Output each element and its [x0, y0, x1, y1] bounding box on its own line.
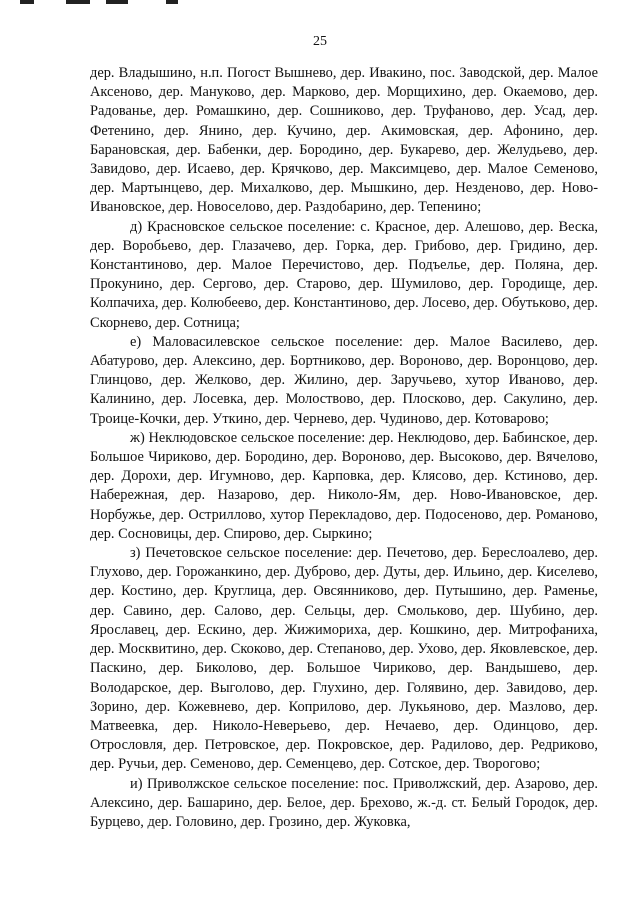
paragraph-continuation: дер. Владышино, н.п. Погост Вышнево, дер. Ивакино, пос. Заводской, дер. Малое Аксеново, дер. Мануково, дер. Марково, дер. Морщихино, дер. Окаемово, дер. Радованье, дер. Ромашкино, дер. Сошниково, дер. Труфаново, дер. Усад, дер. Фетенино, дер. Янино, дер. Кучино, дер. Акимовская, дер. Афонино, дер. Барановская, дер. Бабенки, дер. Бородино, дер. Букарево, дер. Желудьево, дер. Завидово, дер. Исаево, дер. Крячково, дер. Максимцево, дер. Малое Семеново, дер. Мартынцево, дер. Михалково, дер. Мышкино, дер. Незденово, дер. Ново-Ивановское, дер. Новоселово, дер. Раздобарино, дер. Тепенино;: [90, 65, 598, 216]
page-number: 25: [313, 34, 327, 49]
paragraph-malovasilevskoe: е) Маловасилевское сельское поселение: дер. Малое Василево, дер. Абатурово, дер. Алексино, дер. Бортниково, дер. Вороново, дер. Воронцово, дер. Глинцово, дер. Желково, дер. Жилино, дер. Заручьево, хутор Иваново, дер. Калинино, дер. Лосевка, дер. Молоствово, дер. Плосково, дер. Сакулино, дер. Троице-Кочки, дер. Уткино, дер. Чернево, дер. Чудиново, дер. Котоварово;: [90, 333, 598, 427]
paragraph-neklyudovskoe: ж) Неклюдовское сельское поселение: дер. Неклюдово, дер. Бабинское, дер. Большое Чириково, дер. Бородино, дер. Вороново, дер. Высоково, дер. Вячелово, дер. Дорохи, дер. Игумново, дер. Карповка, дер. Клясово, дер. Кстиново, дер. Набережная, дер. Назарово, дер. Николо-Ям, дер. Ново-Ивановское, дер. Норбужье, дер. Остриллово, хутор Перекладово, дер. Подосеново, дер. Романово, дер. Сосновицы, дер. Спирово, дер. Сыркино;: [90, 429, 598, 542]
scan-artifact-marks: [20, 0, 220, 6]
paragraph-krasnovskoe: д) Красновское сельское поселение: с. Красное, дер. Алешово, дер. Веска, дер. Воробьево, дер. Глазачево, дер. Горка, дер. Грибово, дер. Гридино, дер. Константиново, дер. Малое Перечистово, дер. Подъелье, дер. Поляна, дер. Прокунино, дер. Сергово, дер. Старово, дер. Шумилово, дер. Городище, дер. Колпачиха, дер. Колюбеево, дер. Константиново, дер. Лосево, дер. Обутьково, дер. Скорнево, дер. Сотница;: [90, 218, 598, 331]
paragraph-pechetovskoe: з) Печетовское сельское поселение: дер. Печетово, дер. Береслоалево, дер. Глухово, дер. Горожанкино, дер. Дуброво, дер. Дуты, дер. Ильино, дер. Киселево, дер. Костино, дер. Круглица, дер. Овсянниково, дер. Путышино, дер. Раменье, дер. Савино, дер. Салово, дер. Сельцы, дер. Смольково, дер. Шубино, дер. Ярославец, дер. Ескино, дер. Жижимориха, дер. Кошкино, дер. Митрофаниха, дер. Москвитино, дер. Скоково, дер. Степаново, дер. Ухово, дер. Яковлевское, дер. Паскино, дер. Биколово, дер. Большое Чириково, дер. Вандышево, дер. Володарское, дер. Выголово, дер. Глухино, дер. Голявино, дер. Завидово, дер. Зорино, дер. Кожевнево, дер. Коприлово, дер. Лукьяново, дер. Мазлово, дер. Матвеевка, дер. Николо-Неверьево, дер. Нечаево, дер. Одинцово, дер. Отрословля, дер. Петровское, дер. Покровское, дер. Радилово, дер. Редриково, дер. Ручьи, дер. Семеново, дер. Семенцево, дер. Сотское, дер. Творогово;: [90, 545, 598, 773]
document-body: [90, 64, 598, 832]
paragraph-privolzhskoe: и) Приволжское сельское поселение: пос. Приволжский, дер. Азарово, дер. Алексино, дер. Башарино, дер. Белое, дер. Брехово, ж.-д. ст. Белый Городок, дер. Бурцево, дер. Головино, дер. Грозино, дер. Жуковка,: [90, 775, 598, 830]
